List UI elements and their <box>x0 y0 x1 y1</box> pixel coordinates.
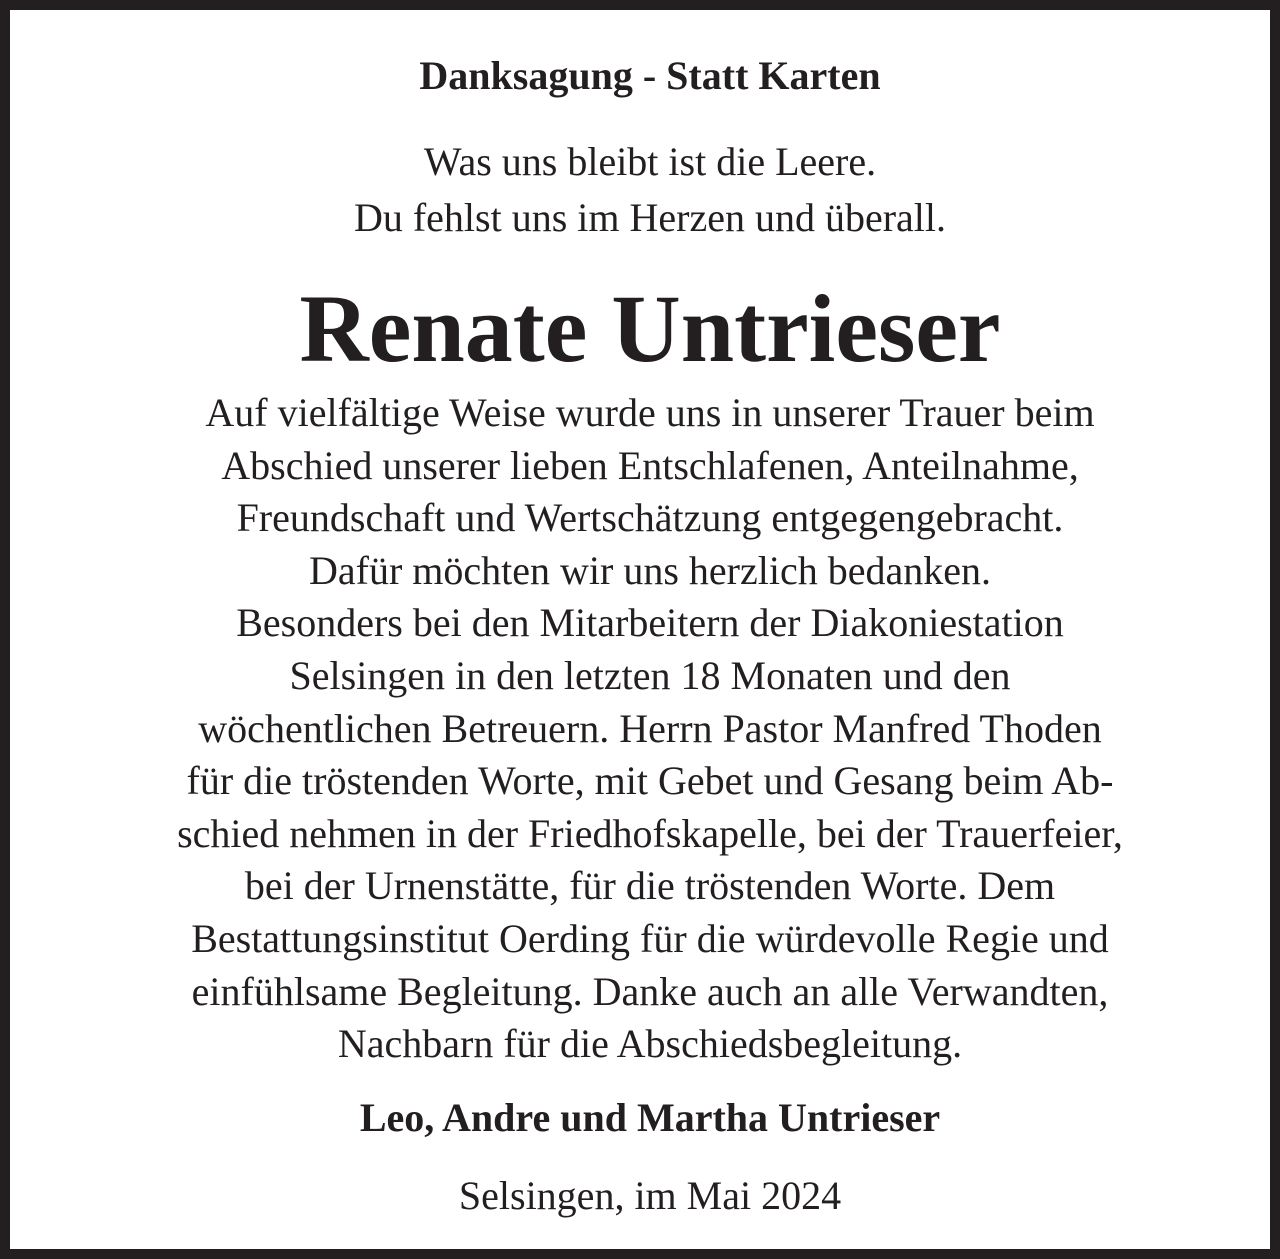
body-line: Selsingen in den letzten 18 Monaten und den <box>289 652 1011 698</box>
body-line: Auf vielfältige Weise wurde uns in unserer Trauer beim <box>205 390 1095 435</box>
body-line: Dafür möchten wir uns herzlich bedanken. <box>309 547 991 593</box>
body-line: wöchentlichen Betreuern. Herrn Pastor Manfred Thoden <box>198 705 1102 751</box>
verse-line: Du fehlst uns im Herzen und überall. <box>353 195 947 240</box>
verse-line: Was uns bleibt ist die Leere. <box>423 139 877 184</box>
body-line: Besonders bei den Mitarbeitern der Diakoniestation <box>236 600 1064 646</box>
body-line: bei der Urnenstätte, für die tröstenden Worte. Dem <box>244 863 1056 909</box>
signers: Leo, Andre und Martha Untrieser <box>359 1095 941 1140</box>
notice-heading: Danksagung - Statt Karten <box>419 53 881 98</box>
body-line: Freundschaft und Wertschätzung entgegengebracht. <box>236 495 1064 541</box>
place-date: Selsingen, im Mai 2024 <box>458 1173 842 1218</box>
verse <box>20 134 1280 246</box>
thank-you-text <box>20 387 1280 1071</box>
body-line: einfühlsame Begleitung. Danke auch an alle Verwandten, <box>191 968 1109 1014</box>
deceased-name: Renate Untrieser <box>299 275 1001 382</box>
body-line: Abschied unserer lieben Entschlafenen, Anteilnahme, <box>221 442 1079 488</box>
body-line: schied nehmen in der Friedhofskapelle, bei der Trauerfeier, <box>177 810 1123 856</box>
body-line: Bestattungsinstitut Oerding für die würdevolle Regie und <box>191 915 1109 961</box>
body-line: Nachbarn für die Abschiedsbegleitung. <box>337 1021 963 1067</box>
body-line: für die tröstenden Worte, mit Gebet und Gesang beim Ab- <box>186 758 1114 804</box>
